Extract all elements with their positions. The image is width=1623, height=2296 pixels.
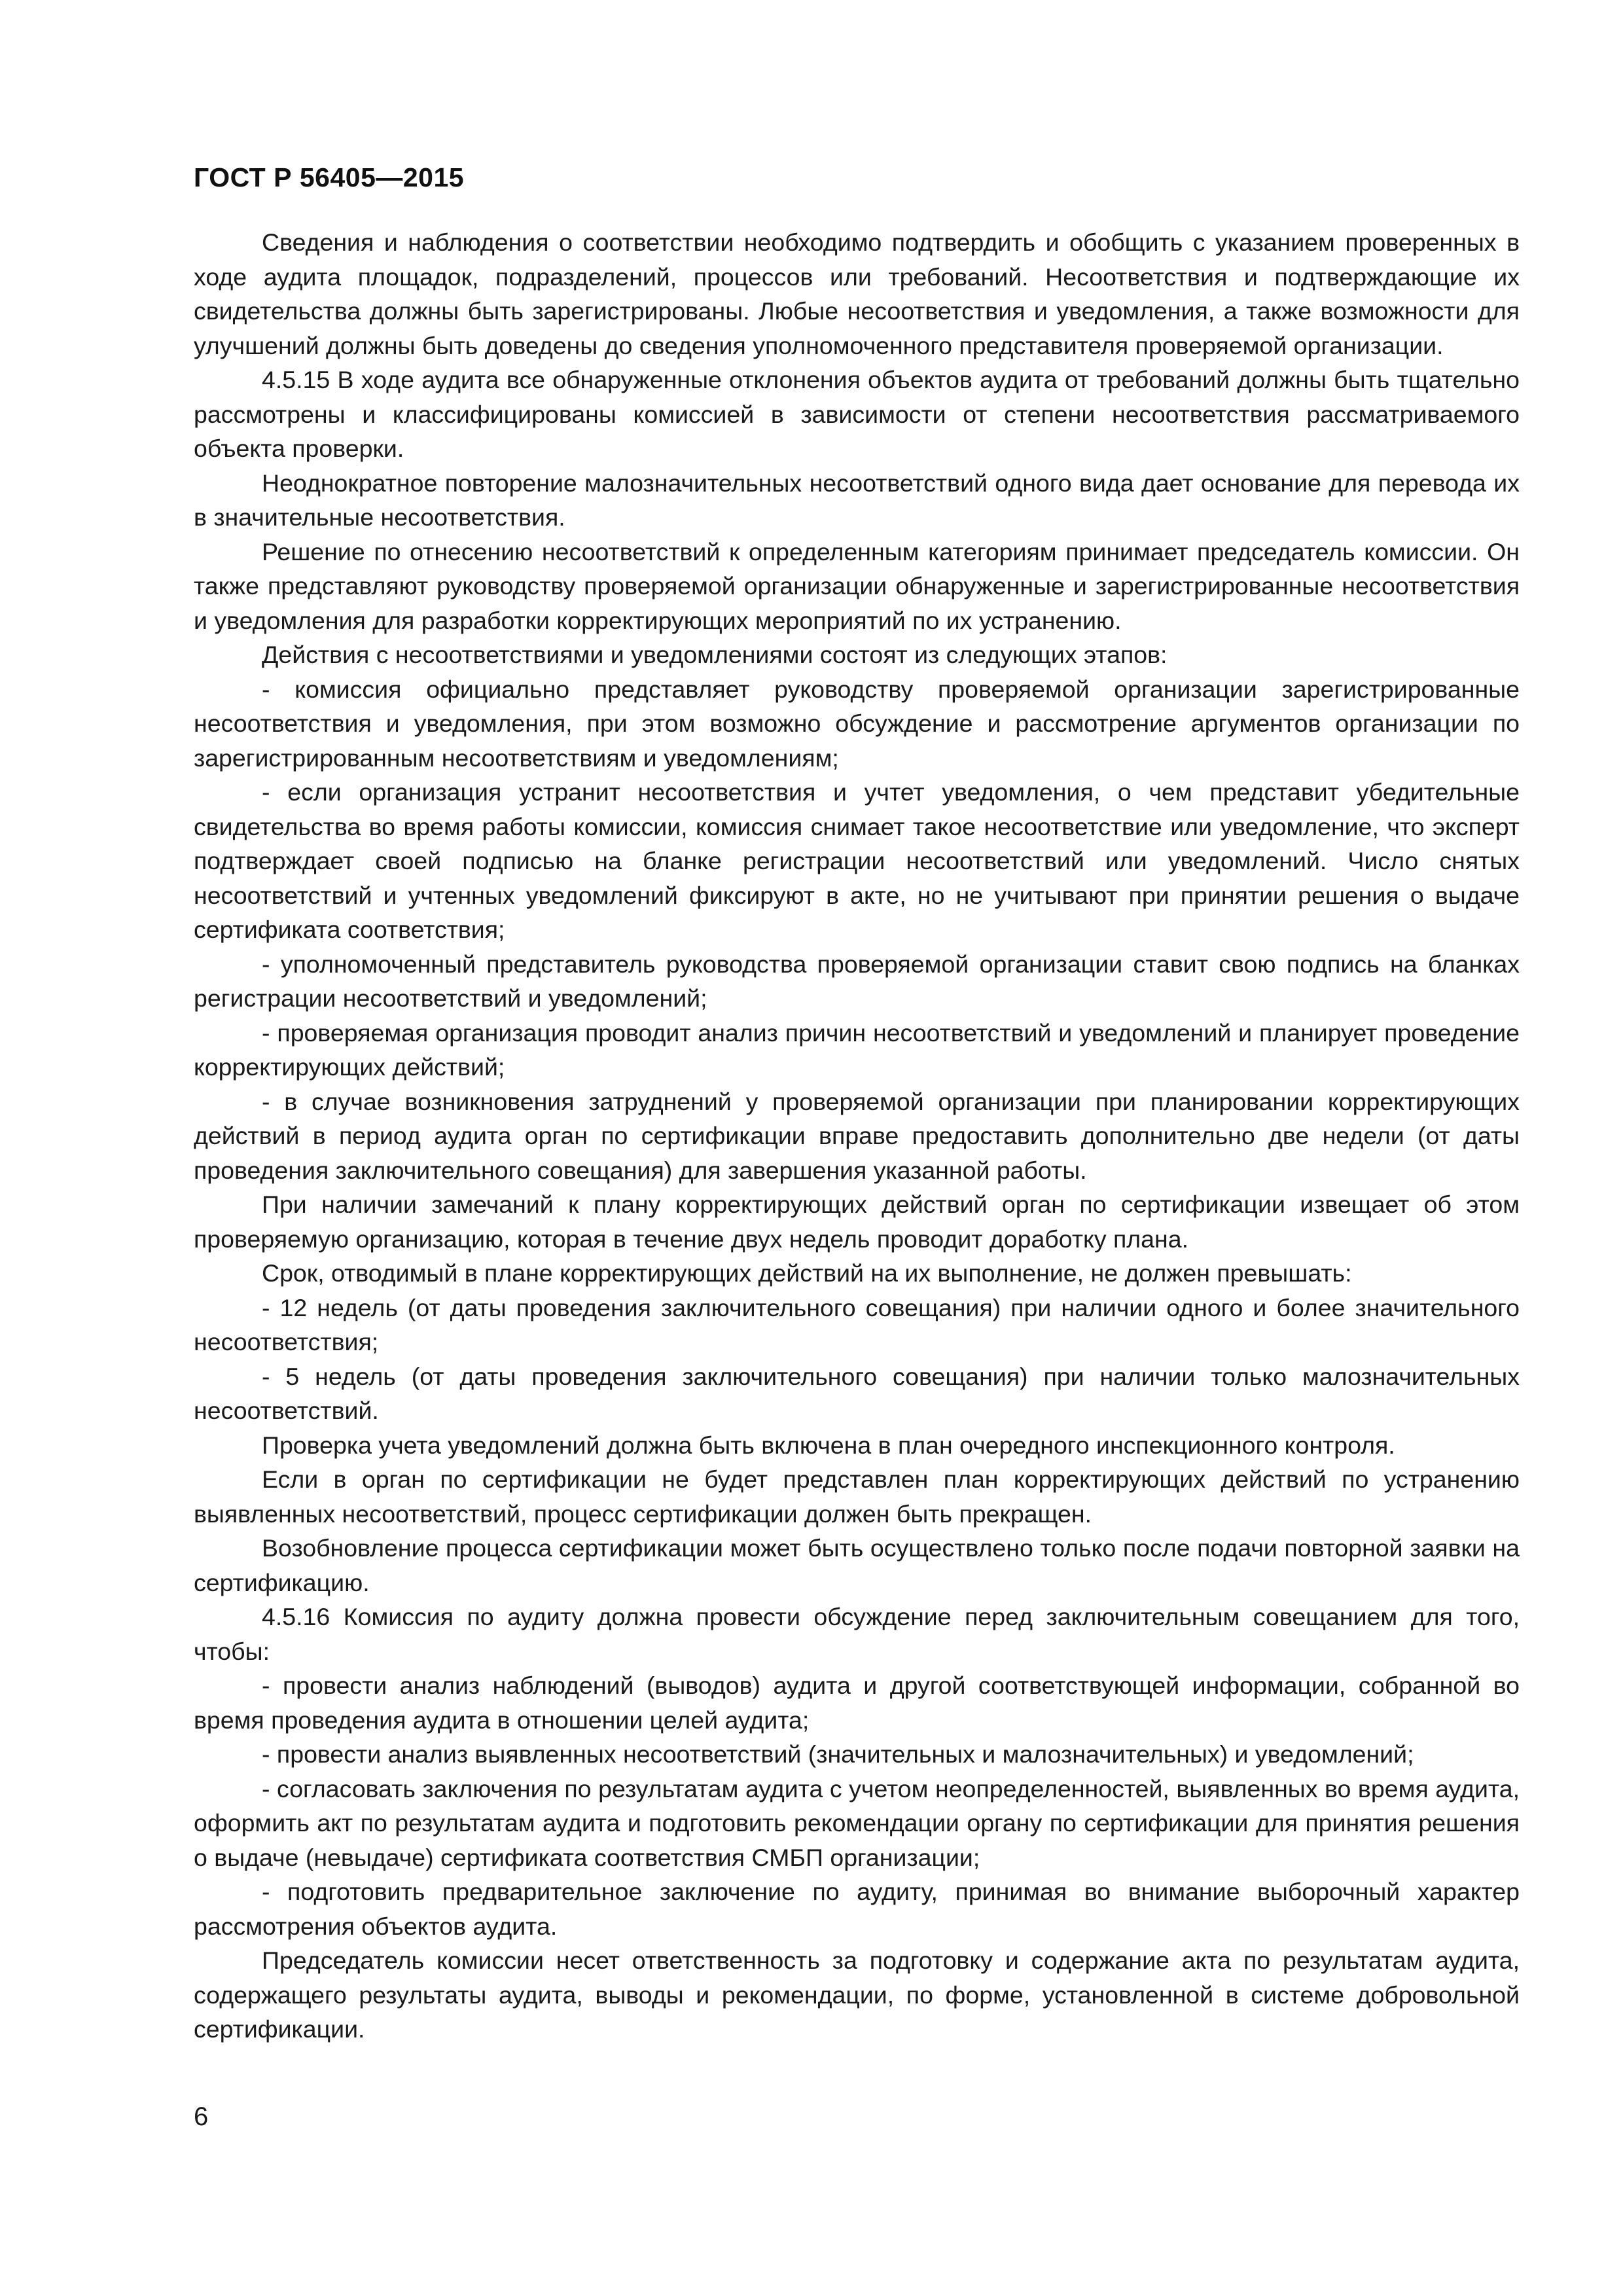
paragraph: Срок, отводимый в плане корректирующих действий на их выполнение, не должен превышать:	[262, 1259, 1352, 1287]
document-header: ГОСТ Р 56405—2015	[194, 162, 465, 192]
paragraph: Председатель комиссии несет ответственность за подготовку и содержание акта по результатам аудита, содержащего результаты аудита, выводы и рекомендации, по форме, установленной в системе добровольной сертификации.	[194, 1946, 1520, 2043]
paragraph: Решение по отнесению несоответствий к определенным категориям принимает председатель комиссии. Он также представляют руководству проверяемой организации обнаруженные и зарегистрированные несоответствия и уведомления для разработки корректирующих мероприятий по их устранению.	[194, 537, 1520, 634]
paragraph: Сведения и наблюдения о соответствии необходимо подтвердить и обобщить с указанием проверенных в ходе аудита площадок, подразделений, процессов или требований. Несоответствия и подтверждающие их свидетельства должны быть зарегистрированы. Любые несоответствия и уведомления, а также возможности для улучшений должны быть доведены до сведения уполномоченного представителя проверяемой организации.	[194, 228, 1520, 359]
list-item: - 12 недель (от даты проведения заключительного совещания) при наличии одного и более значительного несоответствия;	[194, 1293, 1520, 1355]
paragraph: 4.5.15 В ходе аудита все обнаруженные отклонения объектов аудита от требований должны быть тщательно рассмотрены и классифицированы комиссией в зависимости от степени несоответствия рассматриваемого объекта проверки.	[194, 366, 1520, 462]
list-item: - если организация устранит несоответствия и учтет уведомления, о чем представит убедительные свидетельства во время работы комиссии, комиссия снимает такое несоответствие или уведомление, что эксперт подтверждает своей подписью на бланке регистрации несоответствий или уведомлений. Число снятых несоответствий и учтенных уведомлений фиксируют в акте, но не учитывают при принятии решения о выдаче сертификата соответствия;	[194, 778, 1520, 943]
paragraph: Неоднократное повторение малозначительных несоответствий одного вида дает основание для перевода их в значительные несоответствия.	[194, 469, 1520, 531]
list-item: - уполномоченный представитель руководства проверяемой организации ставит свою подпись на бланках регистрации несоответствий и уведомлений;	[194, 950, 1520, 1012]
paragraph: При наличии замечаний к плану корректирующих действий орган по сертификации извещает об этом проверяемую организацию, которая в течение двух недель проводит доработку плана.	[194, 1191, 1520, 1253]
list-item: - комиссия официально представляет руководству проверяемой организации зарегистрированные несоответствия и уведомления, при этом возможно обсуждение и рассмотрение аргументов организации по зарегистрированным несоответствиям и уведомлениям;	[194, 675, 1520, 772]
list-item: - провести анализ выявленных несоответствий (значительных и малозначительных) и уведомлений;	[262, 1740, 1414, 1768]
list-item: - в случае возникновения затруднений у проверяемой организации при планировании корректирующих действий в период аудита орган по сертификации вправе предоставить дополнительно две недели (от даты проведения заключительного совещания) для завершения указанной работы.	[194, 1087, 1520, 1184]
list-item: - согласовать заключения по результатам аудита с учетом неопределенностей, выявленных во время аудита, оформить акт по результатам аудита и подготовить рекомендации органу по сертификации для принятия решения о выдаче (невыдаче) сертификата соответствия СМБП организации;	[194, 1774, 1520, 1871]
page-number: 6	[194, 2102, 209, 2131]
paragraph: Если в орган по сертификации не будет представлен план корректирующих действий по устранению выявленных несоответствий, процесс сертификации должен быть прекращен.	[194, 1465, 1520, 1528]
paragraph: Проверка учета уведомлений должна быть включена в план очередного инспекционного контроля.	[262, 1431, 1395, 1459]
paragraph: 4.5.16 Комиссия по аудиту должна провести обсуждение перед заключительным совещанием для того, чтобы:	[194, 1603, 1520, 1665]
paragraph: Возобновление процесса сертификации может быть осуществлено только после подачи повторной заявки на сертификацию.	[194, 1534, 1520, 1596]
document-body	[194, 225, 1520, 2047]
list-item: - провести анализ наблюдений (выводов) аудита и другой соответствующей информации, собранной во время проведения аудита в отношении целей аудита;	[194, 1672, 1520, 1734]
list-item: - 5 недель (от даты проведения заключительного совещания) при наличии только малозначительных несоответствий.	[194, 1362, 1520, 1424]
list-item: - подготовить предварительное заключение по аудиту, принимая во внимание выборочный характер рассмотрения объектов аудита.	[194, 1878, 1520, 1940]
paragraph: Действия с несоответствиями и уведомлениями состоят из следующих этапов:	[262, 641, 1168, 668]
list-item: - проверяемая организация проводит анализ причин несоответствий и уведомлений и планирует проведение корректирующих действий;	[194, 1018, 1520, 1081]
